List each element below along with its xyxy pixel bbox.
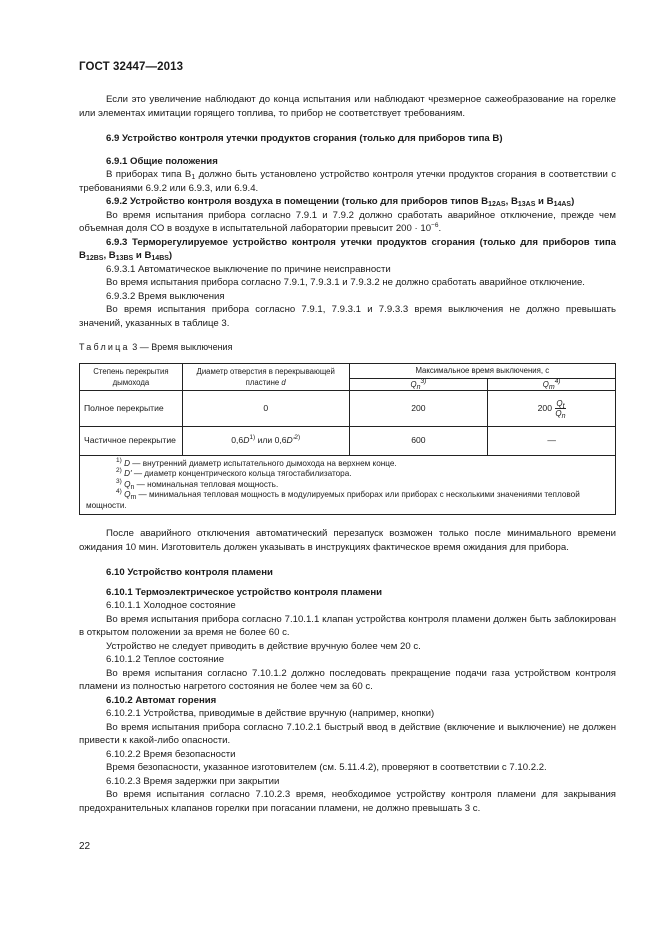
section-6-10-1-1-text2: Устройство не следует приводить в действие вручную более чем 20 с.: [106, 640, 421, 652]
section-6-9-3-1-text: Во время испытания прибора согласно 7.9.1, 7.9.3.1 и 7.9.3.2 не должно сработать аварийное отключение.: [106, 277, 585, 288]
section-6-10-2-3-title: 6.10.2.3 Время задержки при закрытии: [106, 775, 280, 787]
note-text: — номинальная тепловая мощность.: [134, 479, 279, 489]
symbol: Q: [555, 408, 562, 418]
text-fragment: Диаметр отверстия в перекрывающей пластине: [196, 366, 335, 387]
footnote-marker: 4): [116, 488, 122, 495]
paragraph-after-table: После аварийного отключения автоматический перезапуск возможен только после минимального времени ожидания 10 мин. Изготовитель должен указывать в инструкциях фактическое время ожидания для прибора.: [79, 528, 616, 553]
section-6-9-3-2-text: Во время испытания прибора согласно 7.9.1, 7.9.3.1 и 7.9.3.3 время выключения не должно превышать значений, указанных в таблице 3.: [79, 304, 616, 329]
table-row: [80, 426, 616, 455]
cell-obstruction: Полное перекрытие: [80, 390, 183, 426]
column-header-diameter: [182, 363, 349, 390]
section-6-9-1-title: 6.9.1 Общие положения: [106, 155, 218, 167]
cell-qm: [488, 390, 616, 426]
table-notes-row: [80, 455, 616, 515]
section-6-10-1-2-title: 6.10.1.2 Теплое состояние: [106, 654, 225, 665]
table-row: [80, 390, 616, 426]
footnote-ref: 3): [420, 377, 427, 385]
subscript: 13BS: [115, 255, 134, 262]
text-fragment: 6.9.2 Устройство контроля воздуха в помещении (только для приборов типов В: [106, 196, 489, 207]
symbol: D: [124, 458, 130, 468]
text-fragment: Во время испытания прибора согласно 7.9.1 и 7.9.2 должно сработать аварийное отключение, прежде чем объемная доля СО в воздухе в испытательной лаборатории превысит 200 · 10: [79, 209, 616, 234]
variable: D': [286, 435, 295, 445]
subscript: 14AS: [553, 201, 572, 208]
section-6-10-2-1-text: Во время испытания прибора согласно 7.10.2.1 быстрый ввод в действие (включение и выключение) не должен привести к какой-либо опасности.: [79, 721, 616, 746]
table-note: [86, 490, 609, 511]
subscript: 12AS: [488, 201, 506, 208]
footnote-marker: 2): [116, 467, 122, 474]
section-6-10-2-title: 6.10.2 Автомат горения: [106, 694, 217, 706]
subscript: t: [562, 402, 565, 410]
table-3-caption: [79, 341, 616, 355]
section-6-10-1-title: 6.10.1 Термоэлектрическое устройство контроля пламени: [106, 586, 383, 598]
note-text: — диаметр концентрического кольца тягостабилизатора.: [131, 469, 352, 478]
subscript: 13AS: [517, 201, 536, 208]
cell-diameter: 0: [182, 390, 349, 426]
section-6-10-2-2-text: Время безопасности, указанное изготовителем (см. 5.11.4.2), проверяют в соответствии с 7.10.2.2.: [106, 762, 547, 773]
column-header-qn: [349, 378, 488, 390]
text-fragment: ): [571, 196, 575, 207]
section-6-10-1-1-title: 6.10.1.1 Холодное состояние: [106, 600, 236, 611]
footnote-ref: 2): [294, 434, 301, 441]
symbol: Q: [410, 379, 417, 389]
section-6-9-2-title: [79, 195, 616, 209]
text-fragment: , В: [505, 196, 518, 207]
subscript: n: [416, 383, 421, 391]
section-6-10-1-2-text: Во время испытания согласно 7.10.1.2 должно последовать прекращение подачи газа устройством контроля пламени из полностью нагретого состояния не более чем за 60 с.: [79, 667, 616, 692]
section-6-9-3-title: [79, 236, 616, 263]
text-fragment: .: [438, 223, 442, 234]
footnote-ref: 4): [554, 377, 561, 385]
note-text: — внутренний диаметр испытательного дымохода на верхнем конце.: [129, 458, 397, 468]
superscript: −6: [431, 222, 439, 229]
section-6-10-2-1-title: 6.10.2.1 Устройства, приводимые в действие вручную (например, кнопки): [106, 708, 435, 719]
section-6-10-2-2-title: 6.10.2.2 Время безопасности: [106, 748, 236, 760]
cell-value: 200: [537, 402, 552, 413]
section-6-9-1-text: [79, 168, 616, 195]
subscript: m: [130, 494, 137, 501]
footnote-ref: 1): [249, 434, 256, 441]
section-6-10-2-3-text: Во время испытания согласно 7.10.2.3 время, необходимое устройству контроля пламени для закрывания предохранительных клапанов горелки при погасании пламени, не должно превышать 3 с.: [79, 789, 616, 814]
caption-label: Таблица: [79, 342, 130, 352]
column-header-qm: [488, 378, 616, 390]
footnote-marker: 3): [116, 477, 122, 485]
fraction-denominator: [555, 409, 565, 418]
cell-diameter: [182, 426, 349, 455]
variable: D: [243, 435, 250, 445]
section-6-9-2-text: [79, 209, 616, 236]
section-6-9-3-2-title: 6.9.3.2 Время выключения: [106, 290, 225, 302]
subscript: 1: [191, 174, 196, 181]
fraction: [555, 399, 565, 418]
shutdown-time-table: [79, 363, 616, 516]
page-content: [79, 93, 616, 815]
subscript: m: [548, 383, 555, 391]
column-header-obstruction: Степень перекрытия дымохода: [80, 363, 183, 390]
text-fragment: должно быть установлено устройство контроля утечки продуктов сгорания в соответствии с требованиями 6.9.2 или 6.9.3, или 6.9.4.: [79, 169, 616, 194]
text-fragment: или 0,6: [255, 435, 287, 445]
cell-qn: 200: [349, 390, 488, 426]
standard-header: ГОСТ 32447—2013: [79, 61, 184, 73]
symbol: Q: [124, 479, 131, 489]
text-fragment: 0,6: [231, 435, 244, 445]
paragraph-intro: Если это увеличение наблюдают до конца испытания или наблюдают чрезмерное сажеобразование на горелке или элементах имитации горящего топлива, то прибор не соответствует требованиям.: [79, 94, 616, 119]
section-6-9-title: 6.9 Устройство контроля утечки продуктов сгорания (только для приборов типа В): [106, 133, 503, 144]
cell-qm: —: [488, 426, 616, 455]
section-6-9-3-1-title: 6.9.3.1 Автоматическое выключение по причине неисправности: [106, 263, 391, 275]
cell-obstruction: Частичное перекрытие: [80, 426, 183, 455]
text-fragment: 6.9.3 Терморегулируемое устройство контроля утечки продуктов сгорания (только для приборов типа В: [79, 236, 616, 261]
table-note: [86, 456, 609, 470]
table-note: [86, 477, 609, 491]
note-text: — минимальная тепловая мощность в модулируемых приборах или приборах с несколькими значениями тепловой мощности.: [86, 490, 580, 510]
section-6-10-1-1-text: Во время испытания прибора согласно 7.10.1.1 клапан устройства контроля пламени должен быть заблокирован в открытом положении за время не более 60 с.: [79, 613, 616, 638]
variable: d: [281, 377, 286, 387]
symbol: Q: [556, 398, 563, 408]
column-header-max-time: Максимальное время выключения, с: [349, 363, 615, 378]
text-fragment: ): [168, 250, 173, 261]
table-notes: [80, 455, 616, 515]
subscript: n: [130, 483, 135, 491]
text-fragment: и В: [133, 250, 152, 261]
cell-qn: 600: [349, 426, 488, 455]
symbol: Q: [542, 379, 549, 389]
symbol: D': [124, 469, 132, 478]
text-fragment: , В: [103, 250, 116, 261]
caption-text: 3 — Время выключения: [132, 342, 233, 352]
table-note: [86, 469, 609, 480]
footnote-marker: 1): [116, 456, 122, 464]
section-6-10-title: 6.10 Устройство контроля пламени: [106, 567, 273, 578]
subscript: n: [561, 412, 566, 420]
text-fragment: и В: [535, 196, 554, 207]
symbol: Q: [124, 490, 131, 499]
subscript: 12BS: [85, 255, 104, 262]
page-number: 22: [79, 841, 91, 852]
fraction-numerator: [555, 399, 565, 409]
subscript: 14BS: [151, 255, 169, 262]
text-fragment: В приборах типа В: [106, 169, 192, 180]
